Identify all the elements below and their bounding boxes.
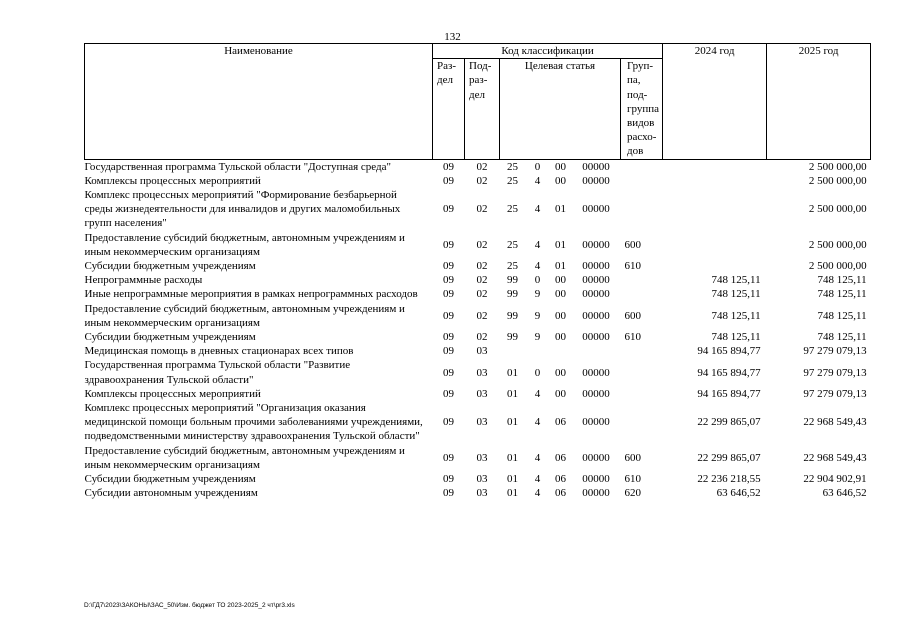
cell-t4: 00000	[582, 331, 610, 344]
cell-t4: 00000	[582, 366, 610, 379]
cell-t1: 99	[507, 309, 518, 322]
cell-pr: 03	[476, 473, 488, 486]
cell-t2: 4	[534, 416, 541, 429]
cell-t2	[526, 344, 550, 358]
cell-t2: 9	[534, 331, 541, 344]
cell-t3: 06	[555, 473, 566, 486]
cell-y2024: 22 299 865,07	[697, 451, 761, 464]
cell-name: Непрограммные расходы	[84, 274, 203, 287]
cell-rz: 09	[443, 387, 454, 400]
cell-pr: 02	[476, 238, 488, 251]
cell-t3: 01	[555, 238, 566, 251]
cell-rz: 09	[443, 366, 454, 379]
table-row	[85, 259, 871, 273]
cell-name: Медицинская помощь в дневных стационарах всех типов	[84, 345, 354, 358]
cell-y2024	[663, 159, 767, 174]
cell-grp	[621, 287, 663, 301]
cell-rz: 09	[443, 274, 454, 287]
cell-t1: 99	[507, 331, 518, 344]
header-code: Код классификации	[433, 44, 663, 59]
cell-y2025: 2 500 000,00	[808, 260, 867, 273]
header-razdel: Раз- дел	[433, 59, 465, 159]
cell-y2025: 22 904 902,91	[803, 473, 867, 486]
cell-t2: 4	[534, 203, 541, 216]
cell-rz: 09	[443, 331, 454, 344]
cell-name: Комплекс процессных мероприятий "Организация оказания медицинской помощи больным прочими заболеваниями учреждениями, подведомственными министерству здравоохранения Тульской области"	[84, 402, 423, 443]
table-row	[85, 273, 871, 287]
cell-rz: 09	[443, 451, 454, 464]
cell-pr: 02	[476, 288, 488, 301]
cell-rz: 09	[443, 487, 454, 500]
table-row	[85, 401, 871, 444]
cell-t3: 01	[555, 260, 566, 273]
cell-y2024	[663, 259, 767, 273]
cell-t1: 01	[507, 473, 518, 486]
cell-pr: 03	[476, 487, 488, 500]
cell-grp	[621, 273, 663, 287]
cell-rz: 09	[443, 345, 454, 358]
cell-name: Предоставление субсидий бюджетным, автономным учреждениям и иным некоммерческим организациям	[84, 302, 405, 329]
cell-t4: 00000	[582, 487, 610, 500]
cell-t1: 25	[507, 174, 518, 187]
cell-t1: 25	[507, 238, 518, 251]
cell-pr: 03	[476, 387, 488, 400]
cell-pr: 02	[476, 309, 488, 322]
cell-t4: 00000	[582, 416, 610, 429]
cell-pr: 02	[476, 203, 488, 216]
cell-y2024	[663, 174, 767, 188]
cell-t1: 99	[507, 274, 518, 287]
cell-t4: 00000	[582, 387, 610, 400]
cell-y2024: 748 125,11	[711, 309, 761, 322]
cell-rz: 09	[443, 473, 454, 486]
cell-name: Предоставление субсидий бюджетным, автономным учреждениям и иным некоммерческим организациям	[84, 231, 405, 258]
cell-t2: 0	[534, 274, 541, 287]
cell-name: Предоставление субсидий бюджетным, автономным учреждениям и иным некоммерческим организациям	[84, 444, 405, 471]
cell-y2025: 97 279 079,13	[803, 366, 867, 379]
cell-t1: 25	[507, 160, 518, 173]
cell-t4: 00000	[582, 174, 610, 187]
cell-t2: 4	[534, 174, 541, 187]
cell-rz: 09	[443, 309, 454, 322]
cell-rz: 09	[443, 288, 454, 301]
cell-t4: 00000	[582, 260, 610, 273]
cell-t3: 00	[555, 288, 566, 301]
cell-y2025: 748 125,11	[817, 288, 867, 301]
cell-t2: 9	[534, 288, 541, 301]
cell-t4: 00000	[582, 160, 610, 173]
cell-t3: 06	[555, 451, 566, 464]
cell-grp: 610	[624, 473, 641, 486]
cell-name: Комплексы процессных мероприятий	[84, 387, 261, 400]
cell-y2025: 748 125,11	[817, 331, 867, 344]
cell-grp: 610	[624, 260, 641, 273]
cell-pr: 03	[476, 451, 488, 464]
cell-t4: 00000	[582, 274, 610, 287]
cell-pr: 03	[476, 345, 488, 358]
cell-y2025: 748 125,11	[817, 309, 867, 322]
cell-t1: 01	[507, 487, 518, 500]
cell-grp	[621, 159, 663, 174]
cell-y2025: 2 500 000,00	[808, 203, 867, 216]
cell-grp	[621, 387, 663, 401]
cell-y2024: 94 165 894,77	[697, 345, 761, 358]
cell-t4: 00000	[582, 238, 610, 251]
cell-t3: 00	[555, 366, 566, 379]
header-year-2025: 2025 год	[767, 44, 871, 160]
cell-rz: 09	[443, 416, 454, 429]
cell-t3: 00	[555, 309, 566, 322]
table-row	[85, 231, 871, 259]
cell-t4: 00000	[582, 473, 610, 486]
header-group: Груп- па, под- группа видов расхо- дов	[621, 59, 663, 159]
cell-t2: 4	[534, 487, 541, 500]
table-row	[85, 287, 871, 301]
cell-name: Иные непрограммные мероприятия в рамках непрограммных расходов	[84, 288, 418, 301]
cell-pr: 03	[476, 416, 488, 429]
cell-t3: 06	[555, 416, 566, 429]
cell-t1	[500, 344, 526, 358]
cell-t2: 4	[534, 473, 541, 486]
cell-pr: 02	[476, 160, 488, 173]
cell-t3: 00	[555, 160, 566, 173]
cell-t2: 0	[534, 366, 541, 379]
table-row	[85, 174, 871, 188]
cell-name: Субсидии автономным учреждениям	[84, 487, 258, 500]
table-row	[85, 344, 871, 358]
cell-t3: 00	[555, 387, 566, 400]
cell-y2024: 748 125,11	[711, 274, 761, 287]
cell-t4: 00000	[582, 309, 610, 322]
cell-name: Государственная программа Тульской области "Развитие здравоохранения Тульской области"	[84, 359, 351, 386]
cell-y2024: 748 125,11	[711, 331, 761, 344]
cell-y2025: 748 125,11	[817, 274, 867, 287]
cell-rz: 09	[443, 160, 454, 173]
cell-t1: 01	[507, 387, 518, 400]
table-body	[85, 159, 871, 500]
cell-t1: 25	[507, 203, 518, 216]
cell-grp	[621, 188, 663, 231]
cell-t1: 01	[507, 416, 518, 429]
table-row	[85, 444, 871, 472]
table-row	[85, 387, 871, 401]
cell-name: Субсидии бюджетным учреждениям	[84, 331, 256, 344]
table-row	[85, 302, 871, 330]
header-name: Наименование	[85, 44, 433, 160]
cell-name: Государственная программа Тульской области "Доступная среда"	[84, 160, 392, 173]
table-row	[85, 159, 871, 174]
cell-t3	[550, 344, 572, 358]
table-row	[85, 330, 871, 344]
cell-pr: 02	[476, 174, 488, 187]
cell-y2025: 2 500 000,00	[808, 238, 867, 251]
cell-y2025: 63 646,52	[822, 487, 867, 500]
table-row	[85, 358, 871, 386]
cell-y2024: 94 165 894,77	[697, 387, 761, 400]
budget-table	[84, 43, 871, 501]
cell-rz: 09	[443, 203, 454, 216]
header-target: Целевая статья	[500, 59, 621, 159]
cell-t2: 4	[534, 260, 541, 273]
cell-rz: 09	[443, 260, 454, 273]
cell-rz: 09	[443, 238, 454, 251]
cell-t1: 01	[507, 451, 518, 464]
cell-grp	[621, 344, 663, 358]
cell-t2: 4	[534, 451, 541, 464]
page-number: 132	[444, 31, 461, 43]
cell-y2024	[663, 231, 767, 259]
table-row	[85, 486, 871, 500]
cell-t4: 00000	[582, 203, 610, 216]
cell-grp	[621, 174, 663, 188]
cell-grp: 600	[624, 451, 641, 464]
cell-grp: 610	[624, 331, 641, 344]
cell-name: Субсидии бюджетным учреждениям	[84, 473, 256, 486]
cell-t2: 0	[534, 160, 541, 173]
cell-t1: 99	[507, 288, 518, 301]
cell-y2024: 63 646,52	[716, 487, 761, 500]
cell-grp	[621, 401, 663, 444]
cell-pr: 02	[476, 274, 488, 287]
cell-t1: 25	[507, 260, 518, 273]
cell-t2: 4	[534, 387, 541, 400]
cell-grp: 600	[624, 309, 641, 322]
cell-t3: 00	[555, 331, 566, 344]
cell-y2025: 97 279 079,13	[803, 387, 867, 400]
cell-y2024: 22 236 218,55	[697, 473, 761, 486]
table-row	[85, 188, 871, 231]
cell-t3: 01	[555, 203, 566, 216]
cell-name: Комплекс процессных мероприятий "Формирование безбарьерной среды жизнедеятельности для инвалидов и других маломобильных групп населения"	[84, 189, 401, 230]
file-path-footer: D:\ГД7\2023\ЗАКОНЫ\ЗАС_50\Изм. бюджет ТО 2023-2025_2 чт\pr3.xls	[84, 602, 295, 609]
header-podrazdel: Под- раз- дел	[465, 59, 500, 159]
cell-y2024	[663, 188, 767, 231]
cell-grp: 600	[624, 238, 641, 251]
cell-t3: 06	[555, 487, 566, 500]
cell-t3: 00	[555, 274, 566, 287]
cell-grp: 620	[624, 487, 641, 500]
cell-t3: 00	[555, 174, 566, 187]
cell-pr: 02	[476, 331, 488, 344]
cell-pr: 03	[476, 366, 488, 379]
cell-t2: 9	[534, 309, 541, 322]
cell-y2025: 2 500 000,00	[808, 174, 867, 187]
cell-t4: 00000	[582, 451, 610, 464]
cell-y2024: 94 165 894,77	[697, 366, 761, 379]
cell-y2025: 97 279 079,13	[803, 345, 867, 358]
cell-y2025: 2 500 000,00	[808, 160, 867, 173]
cell-rz: 09	[443, 174, 454, 187]
header-year-2024: 2024 год	[663, 44, 767, 160]
table-row	[85, 472, 871, 486]
cell-grp	[621, 358, 663, 386]
cell-y2024: 22 299 865,07	[697, 416, 761, 429]
cell-name: Субсидии бюджетным учреждениям	[84, 260, 256, 273]
cell-t2: 4	[534, 238, 541, 251]
cell-t4: 00000	[582, 288, 610, 301]
cell-t4	[572, 344, 621, 358]
cell-name: Комплексы процессных мероприятий	[84, 174, 261, 187]
cell-t1: 01	[507, 366, 518, 379]
cell-y2025: 22 968 549,43	[803, 451, 867, 464]
cell-pr: 02	[476, 260, 488, 273]
cell-y2025: 22 968 549,43	[803, 416, 867, 429]
cell-y2024: 748 125,11	[711, 288, 761, 301]
